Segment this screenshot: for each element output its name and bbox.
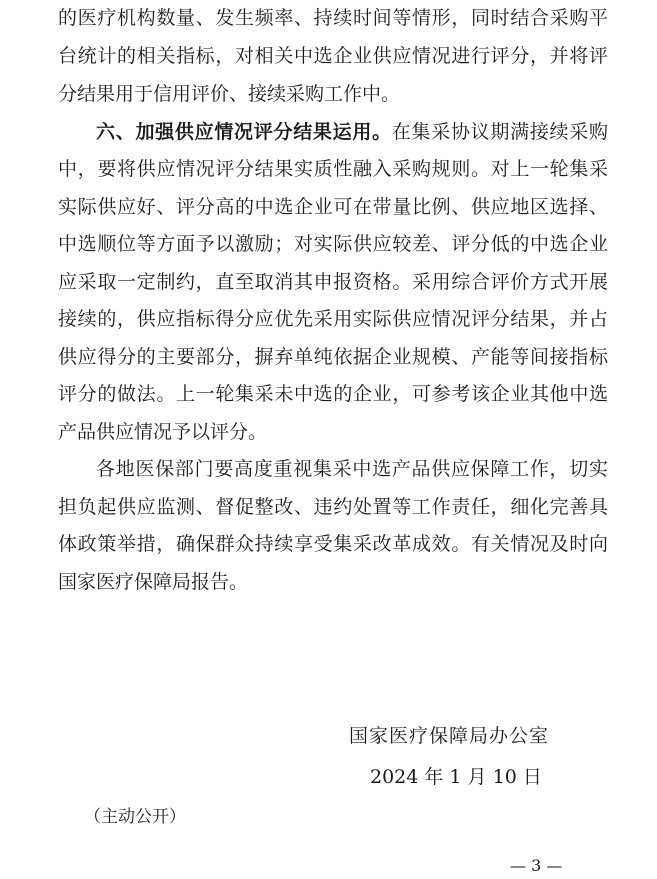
body-line: 中，要将供应情况评分结果实质性融入采购规则。对上一轮集采 (58, 158, 608, 180)
body-line: 中选顺位等方面予以激励；对实际供应较差、评分低的中选企业 (58, 233, 608, 255)
body-line-text: 在集采协议期满接续采购 (391, 121, 608, 143)
body-line: 分结果用于信用评价、接续采购工作中。 (58, 83, 401, 105)
body-line: 实际供应好、评分高的中选企业可在带量比例、供应地区选择、 (58, 196, 608, 218)
body-line: 应采取一定制约，直至取消其申报资格。采用综合评价方式开展 (58, 271, 608, 293)
issue-date: 2024 年 1 月 10 日 (370, 766, 542, 788)
disclosure-label: （主动公开） (84, 807, 186, 827)
body-line: 评分的做法。上一轮集采未中选的企业，可参考该企业其他中选 (58, 383, 608, 405)
body-line: 体政策举措，确保群众持续享受集采改革成效。有关情况及时向 (58, 533, 608, 555)
body-line: 的医疗机构数量、发生频率、持续时间等情形，同时结合采购平 (58, 7, 608, 29)
section-heading: 六、加强供应情况评分结果运用。 (96, 121, 392, 143)
body-line: 台统计的相关指标，对相关中选企业供应情况进行评分，并将评 (58, 45, 608, 67)
body-line: 国家医疗保障局报告。 (58, 571, 249, 593)
body-line (58, 114, 608, 151)
issuer-name: 国家医疗保障局办公室 (349, 725, 550, 747)
body-line: 接续的，供应指标得分应优先采用实际供应情况评分结果，并占 (58, 308, 608, 330)
body-line: 担负起供应监测、督促整改、违约处置等工作责任，细化完善具 (58, 496, 608, 518)
body-line: 各地医保部门要高度重视集采中选产品供应保障工作，切实 (96, 458, 608, 480)
page-number: — 3 — (510, 856, 563, 875)
body-line: 产品供应情况予以评分。 (58, 421, 268, 443)
body-line: 供应得分的主要部分，摒弃单纯依据企业规模、产能等间接指标 (58, 346, 608, 368)
